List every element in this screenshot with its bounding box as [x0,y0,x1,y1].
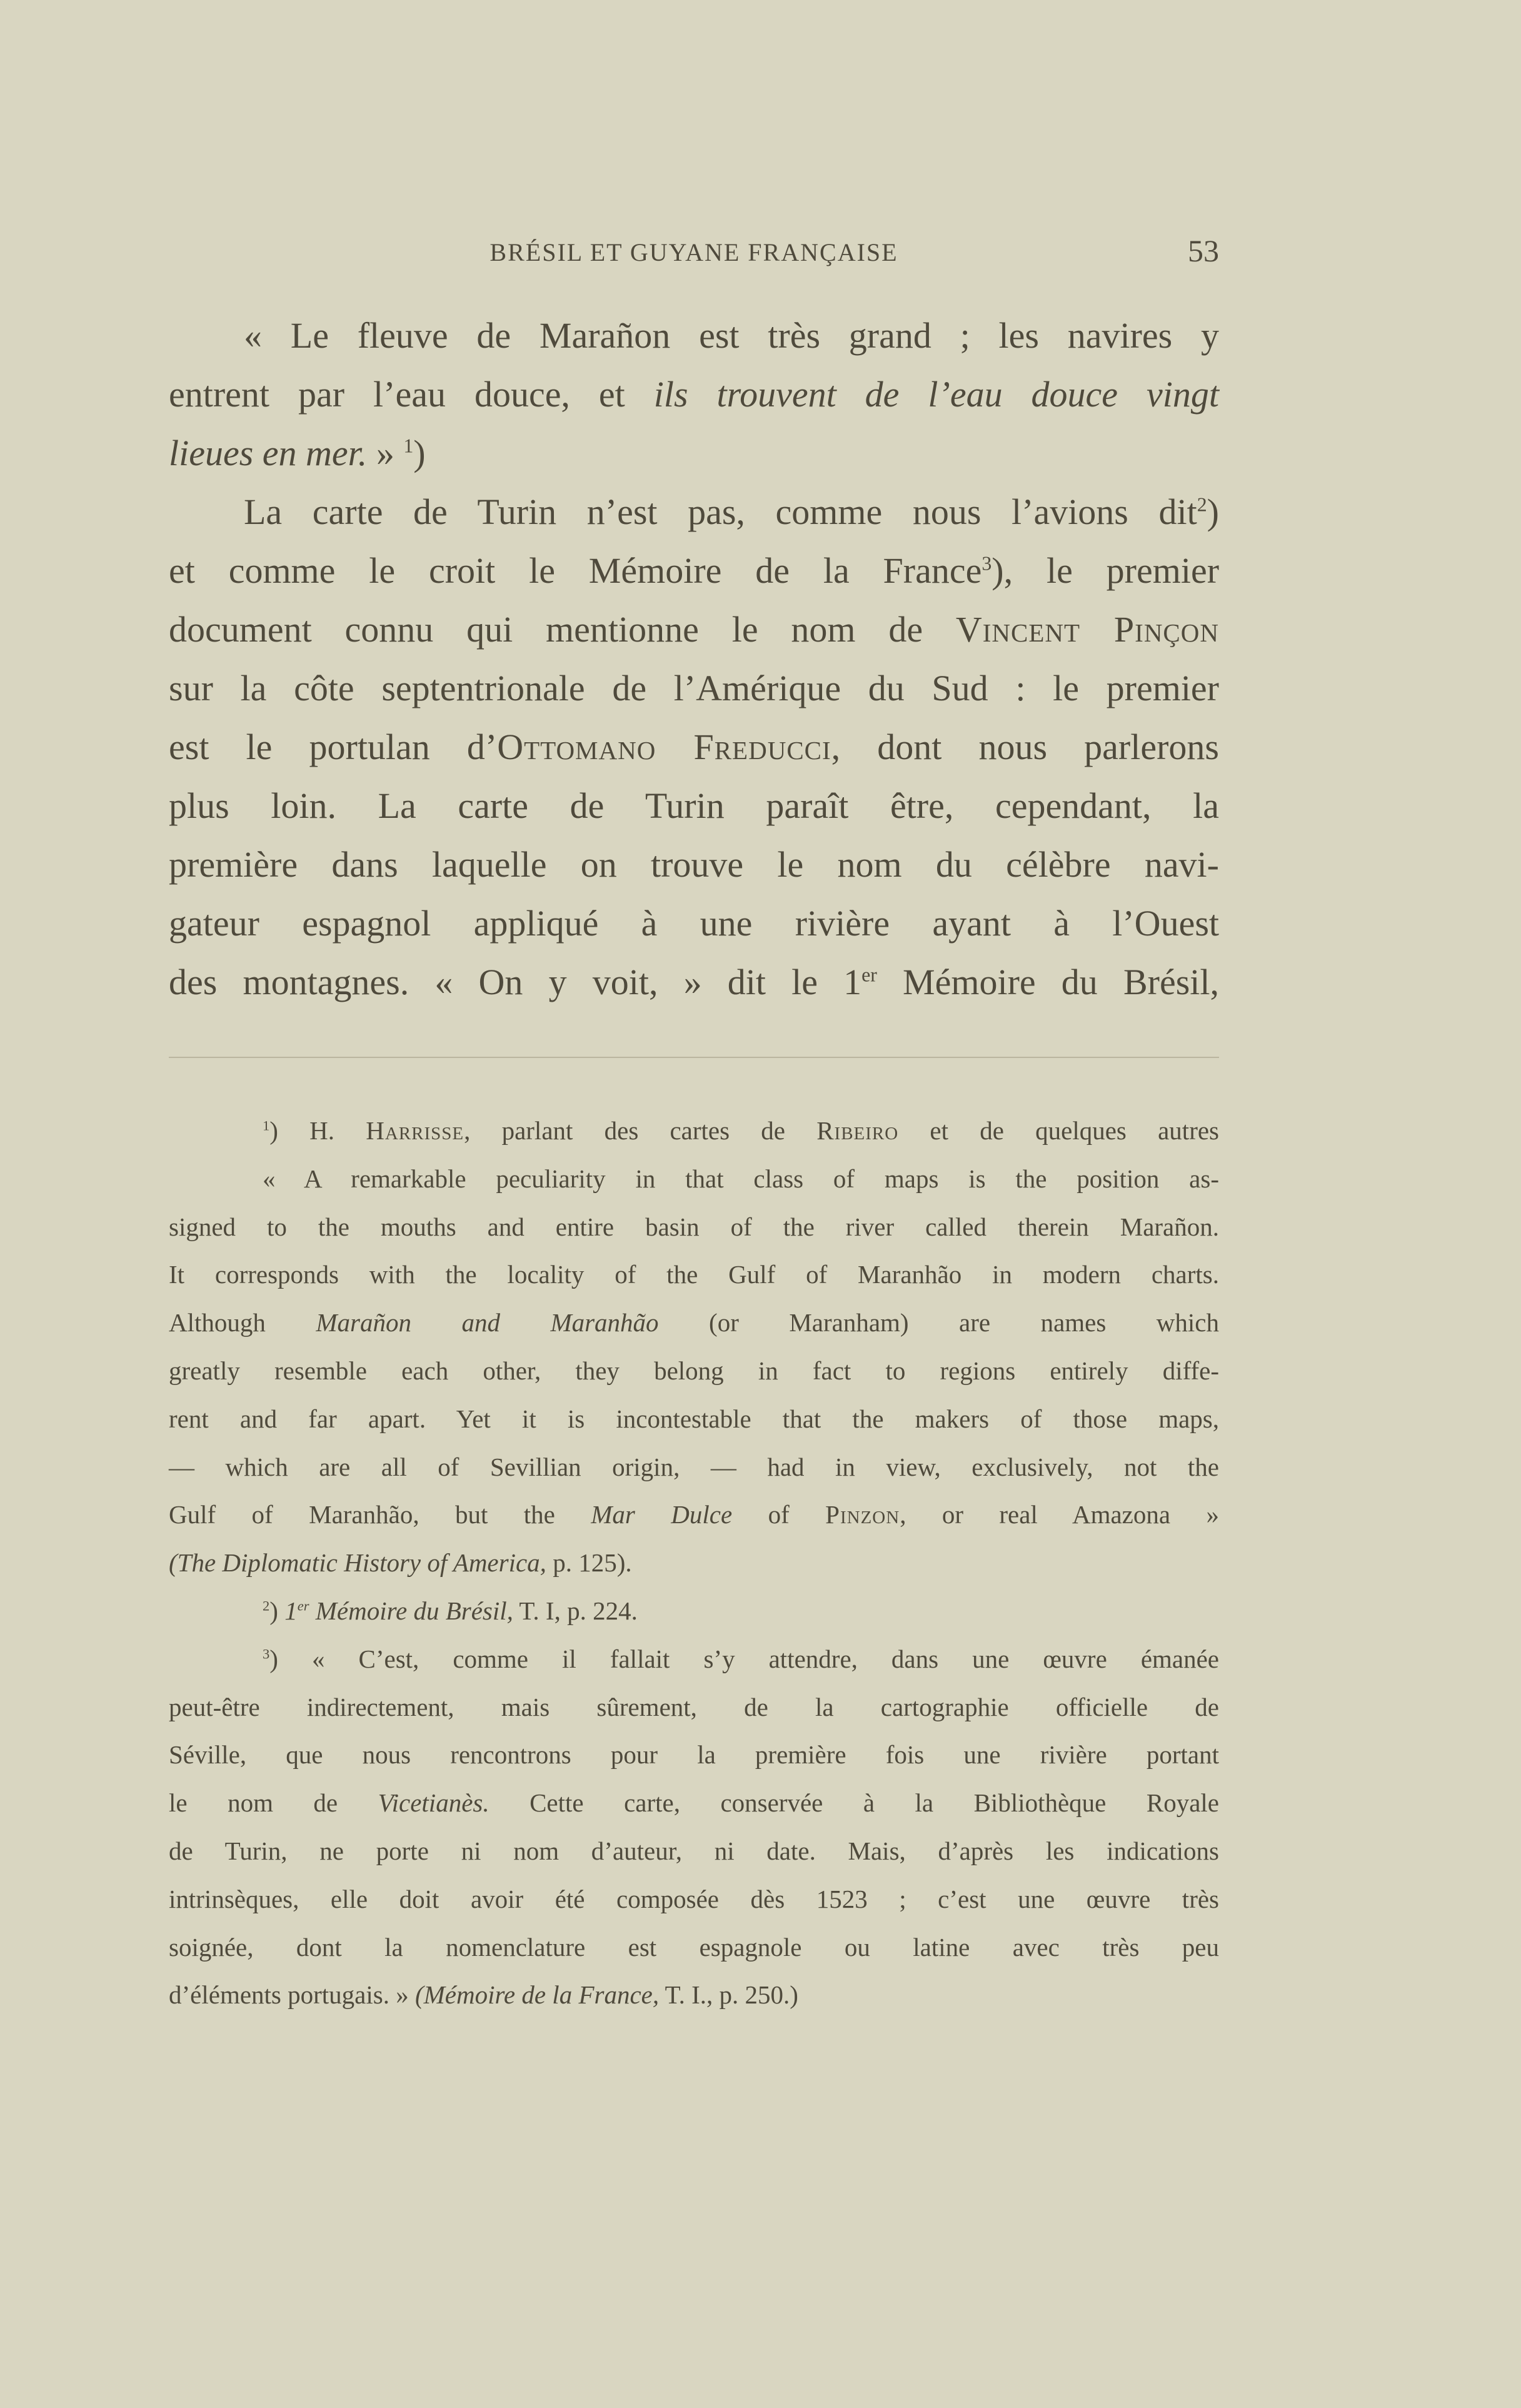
footnote-ref: 2 [1197,493,1207,516]
text-line: lieues en mer. » $^1$) [169,433,426,473]
text-line: La carte de Turin n’est pas, comme nous l’avions dit$^2$) [244,491,1219,532]
text-line: et comme le croit le Mémoire de la France$^3$), le premier [169,550,1220,591]
footnote-line: soignée, dont la nomenclature est espagnole ou latine avec très peu [169,1932,1219,1962]
footnote-line: $^1$) H. Harrisse, parlant des cartes de Ribeiro et de quelques autres [263,1116,1219,1145]
footnote-line: signed to the mouths and entire basin of the river called therein Marañon. [169,1212,1219,1241]
footnotes [169,1107,1219,2019]
footnote-line: It corresponds with the locality of the Gulf of Maranhão in modern charts. [169,1260,1219,1289]
footnote-line: le nom de Vicetianès. Cette carte, conservée à la Bibliothèque Royale [169,1788,1219,1818]
footnote-line: intrinsèques, elle doit avoir été composée dès 1523 ; c’est une œuvre très [169,1884,1219,1913]
footnote-line: Séville, que nous rencontrons pour la première fois une rivière portant [169,1740,1219,1770]
text-line: « Le fleuve de Marañon est très grand ; les navires y [244,315,1219,356]
text-line: première dans laquelle on trouve le nom du célèbre navi- [169,844,1219,885]
text-line: sur la côte septentrionale de l’Amérique du Sud : le premier [169,668,1219,708]
footnote-line: peut-être indirectement, mais sûrement, de la cartographie officielle de [169,1692,1219,1721]
footnote-line: $^2$) 1er Mémoire du Brésil, T. I, p. 224. [263,1596,638,1625]
footnote-line: — which are all of Sevillian origin, — had in view, exclusively, not the [169,1452,1219,1481]
footnote-line: Although Marañon and Maranhão (or Maranham) are names which [169,1308,1219,1337]
text-line: entrent par l’eau douce, et ils trouvent de l’eau douce vingt [169,374,1219,415]
main-text [169,306,1219,1012]
footnote-line: d’éléments portugais. » (Mémoire de la France, T. I., p. 250.) [169,1980,798,2010]
page-number: 53 [1188,233,1219,268]
footnote-line: rent and far apart. Yet it is incontestable that the makers of those maps, [169,1404,1219,1433]
footnote-divider [169,1057,1219,1058]
footnote-line: greatly resemble each other, they belong in fact to regions entirely diffe- [169,1356,1219,1385]
running-title: BRÉSIL ET GUYANE FRANÇAISE [489,238,898,266]
text-line: des montagnes. « On y voit, » dit le 1er Mémoire du Brésil, [169,962,1219,1002]
footnote-line: « A remarkable peculiarity in that class of maps is the position as- [263,1164,1219,1193]
text-line: est le portulan d’Ottomano Freducci, dont nous parlerons [169,727,1219,767]
footnote-ref: 3 [981,552,992,575]
running-head [169,233,1219,270]
text-line: document connu qui mentionne le nom de Vincent Pinçon [169,609,1219,650]
footnote-line: $^3$) « C’est, comme il fallait s’y attendre, dans une œuvre émanée [263,1644,1219,1673]
footnote-line: (The Diplomatic History of America, p. 125). [169,1548,632,1578]
text-line: plus loin. La carte de Turin paraît être, cependant, la [169,785,1219,826]
footnote-line: de Turin, ne porte ni nom d’auteur, ni date. Mais, d’après les indications [169,1836,1219,1865]
footnote-ref: 1 [403,435,414,457]
text-line: gateur espagnol appliqué à une rivière ayant à l’Ouest [169,903,1219,944]
footnote-line: Gulf of Maranhão, but the Mar Dulce of Pinzon, or real Amazona » [169,1500,1219,1529]
